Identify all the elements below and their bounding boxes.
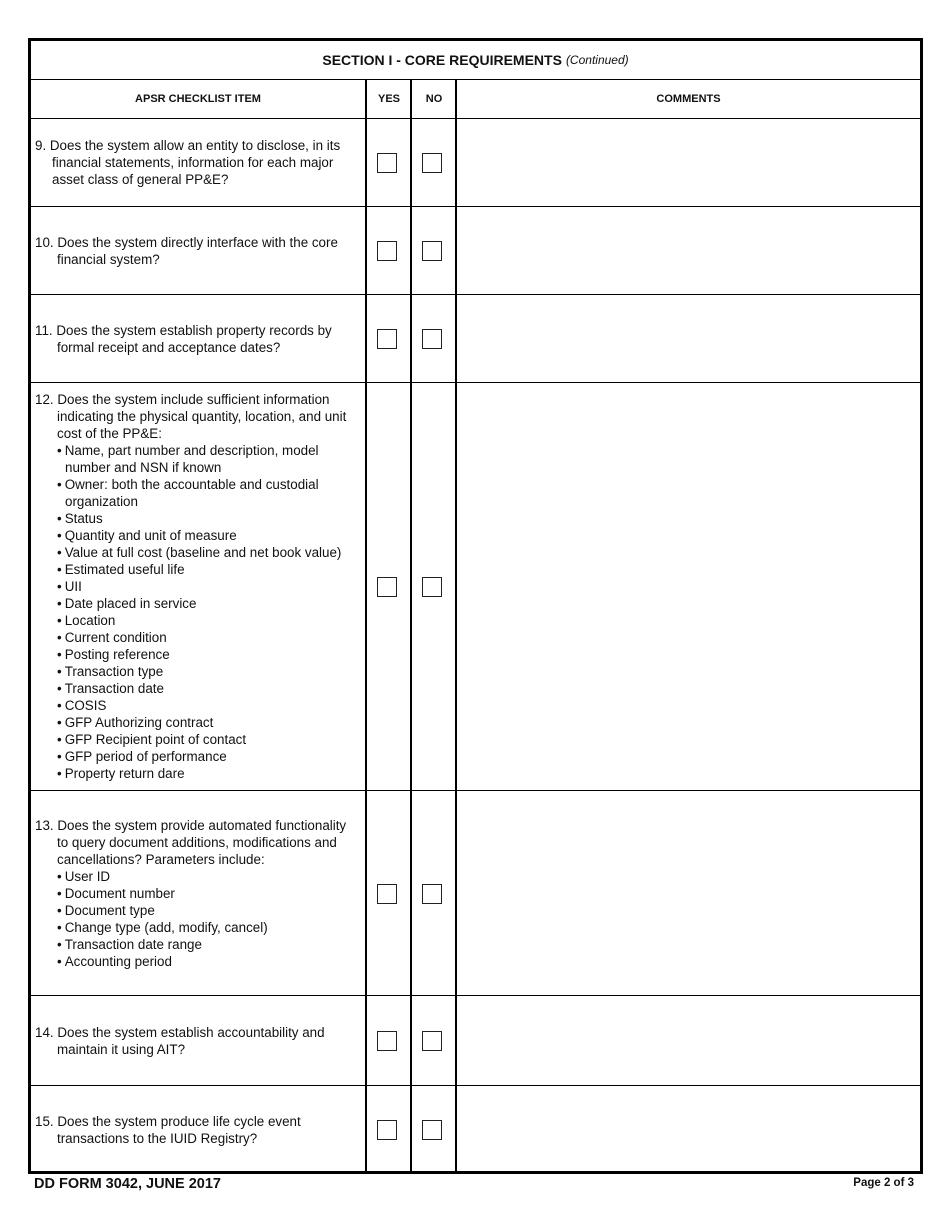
checklist-row: [31, 1086, 920, 1174]
checklist-item: [35, 207, 361, 294]
section-title-text: SECTION I - CORE REQUIREMENTS: [322, 52, 562, 68]
checklist-bullet: • Date placed in service: [57, 595, 361, 612]
checklist-bullet: • Posting reference: [57, 646, 361, 663]
checklist-question: 15. Does the system produce life cycle event transactions to the IUID Registry?: [35, 1114, 301, 1146]
form-number: DD FORM 3042, JUNE 2017: [34, 1176, 221, 1192]
no-checkbox[interactable]: [422, 1031, 442, 1051]
column-header-no: NO: [412, 79, 456, 119]
checklist-question: 13. Does the system provide automated functionality to query document additions, modifications and cancellations? Parameters include:: [35, 817, 347, 867]
column-header-item: APSR CHECKLIST ITEM: [31, 79, 365, 119]
checklist-row: [31, 207, 920, 295]
checklist-bullet: • Transaction date range: [57, 936, 361, 953]
checklist-bullet: • Name, part number and description, model number and NSN if known: [57, 442, 361, 476]
checklist-bullet: • Transaction date: [57, 680, 361, 697]
comments-field[interactable]: [457, 1086, 920, 1174]
yes-checkbox[interactable]: [377, 329, 397, 349]
section-continued-label: (Continued): [565, 53, 629, 67]
checklist-item: [35, 1086, 361, 1174]
checklist-question: 10. Does the system directly interface with the core financial system?: [35, 234, 338, 267]
checklist-row: [31, 996, 920, 1086]
checklist-bullet: • UII: [57, 578, 361, 595]
yes-checkbox[interactable]: [377, 1031, 397, 1051]
checklist-bullet: • Property return dare: [57, 765, 361, 782]
checklist-bullet: • Value at full cost (baseline and net book value): [57, 544, 361, 561]
section-title: [31, 41, 920, 80]
yes-checkbox[interactable]: [377, 577, 397, 597]
comments-field[interactable]: [457, 119, 920, 206]
no-checkbox[interactable]: [422, 577, 442, 597]
comments-field[interactable]: [457, 383, 920, 790]
comments-field[interactable]: [457, 996, 920, 1085]
checklist-item: [35, 295, 361, 382]
checklist-question: 11. Does the system establish property records by formal receipt and acceptance dates?: [35, 322, 332, 355]
column-header-comments: COMMENTS: [457, 79, 920, 119]
yes-checkbox[interactable]: [377, 241, 397, 261]
checklist-bullet: • Document type: [57, 902, 361, 919]
checklist-question: 12. Does the system include sufficient information indicating the physical quantity, location, and unit cost of the PP&E:: [35, 392, 347, 441]
no-checkbox[interactable]: [422, 1120, 442, 1140]
checklist-item: [35, 383, 361, 790]
comments-field[interactable]: [457, 295, 920, 382]
comments-field[interactable]: [457, 791, 920, 995]
no-checkbox[interactable]: [422, 153, 442, 173]
checklist-question: 9. Does the system allow an entity to disclose, in its financial statements, information for each major asset class of general PP&E?: [35, 138, 341, 187]
checklist-bullet: • Owner: both the accountable and custodial organization: [57, 476, 361, 510]
checklist-form: [28, 38, 923, 1174]
checklist-item: [35, 996, 361, 1085]
checklist-bullet: • Quantity and unit of measure: [57, 527, 361, 544]
checklist-bullet: • Current condition: [57, 629, 361, 646]
checklist-item: [35, 119, 361, 206]
no-checkbox[interactable]: [422, 884, 442, 904]
checklist-bullet: • Estimated useful life: [57, 561, 361, 578]
checklist-bullet: • GFP Authorizing contract: [57, 714, 361, 731]
checklist-bullet: • GFP period of performance: [57, 748, 361, 765]
yes-checkbox[interactable]: [377, 1120, 397, 1140]
no-checkbox[interactable]: [422, 329, 442, 349]
comments-field[interactable]: [457, 207, 920, 294]
checklist-bullet: • Accounting period: [57, 953, 361, 970]
checklist-item: [35, 791, 361, 995]
checklist-bullet: • GFP Recipient point of contact: [57, 731, 361, 748]
column-header-yes: YES: [367, 79, 411, 119]
yes-checkbox[interactable]: [377, 884, 397, 904]
checklist-bullet: • User ID: [57, 868, 361, 885]
page-number: Page 2 of 3: [853, 1177, 914, 1189]
checklist-bullet: • Location: [57, 612, 361, 629]
checklist-bullet: • Status: [57, 510, 361, 527]
checklist-question: 14. Does the system establish accountability and maintain it using AIT?: [35, 1024, 325, 1057]
checklist-row: [31, 383, 920, 791]
no-checkbox[interactable]: [422, 241, 442, 261]
checklist-row: [31, 119, 920, 207]
checklist-bullet: • Transaction type: [57, 663, 361, 680]
checklist-row: [31, 295, 920, 383]
yes-checkbox[interactable]: [377, 153, 397, 173]
checklist-bullet-list: [35, 868, 361, 970]
checklist-row: [31, 791, 920, 996]
checklist-bullet: • COSIS: [57, 697, 361, 714]
checklist-bullet: • Change type (add, modify, cancel): [57, 919, 361, 936]
checklist-bullet: • Document number: [57, 885, 361, 902]
checklist-bullet-list: [35, 442, 361, 782]
